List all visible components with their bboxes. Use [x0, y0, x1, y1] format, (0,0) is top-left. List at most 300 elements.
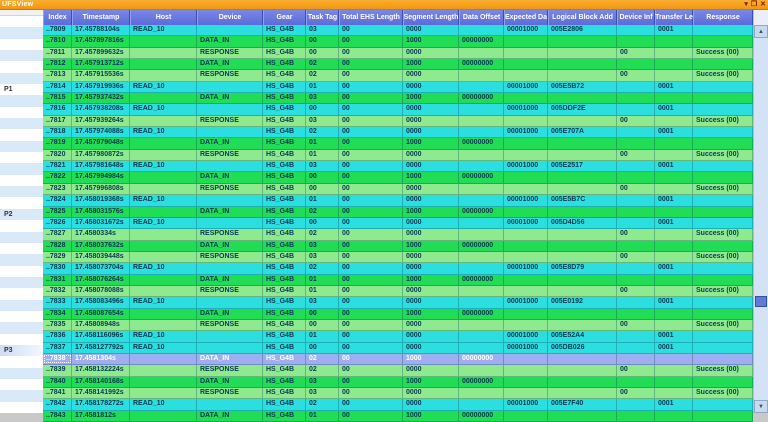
cell-total_ehs_length: 00: [339, 229, 403, 239]
cell-logical_block_address: 005E52A4: [548, 331, 617, 341]
column-header-gear[interactable]: Gear: [263, 10, 306, 25]
column-header-segment_length[interactable]: Segment Length: [403, 10, 459, 25]
cell-logical_block_address: [548, 365, 617, 375]
cell-gear: HS_G4B: [263, 343, 306, 353]
cell-task_tag: 00: [306, 218, 339, 228]
cell-device_inf: [617, 36, 655, 46]
table-row[interactable]: [43, 172, 753, 183]
cell-logical_block_address: [548, 70, 617, 80]
cell-total_ehs_length: 00: [339, 377, 403, 387]
gutter-row: [0, 129, 43, 140]
table-row[interactable]: [43, 93, 753, 104]
cell-device_inf: 00: [617, 116, 655, 126]
cell-device_inf: [617, 93, 655, 103]
cell-response: [693, 36, 753, 46]
cell-task_tag: 00: [306, 184, 339, 194]
cell-total_ehs_length: 00: [339, 161, 403, 171]
table-row[interactable]: [43, 48, 753, 59]
cell-timestamp: 17.4580334s: [72, 229, 130, 239]
cell-logical_block_address: 005DB026: [548, 343, 617, 353]
cell-logical_block_address: [548, 93, 617, 103]
cell-transfer_length: 0001: [655, 297, 693, 307]
window-body: [0, 10, 768, 419]
cell-index: ..7826: [43, 218, 72, 228]
cell-gear: HS_G4B: [263, 25, 306, 35]
table-row[interactable]: [43, 150, 753, 161]
column-header-host[interactable]: Host: [130, 10, 197, 25]
cell-device: RESPONSE: [197, 286, 263, 296]
cell-timestamp: 17.45788104s: [72, 25, 130, 35]
cell-expected_data_length: [504, 365, 548, 375]
cell-response: Success (00): [693, 184, 753, 194]
cell-segment_length: 0000: [403, 252, 459, 262]
table-row[interactable]: [43, 343, 753, 354]
table-row[interactable]: [43, 388, 753, 399]
gutter-row: [0, 390, 43, 401]
cell-response: [693, 241, 753, 251]
window-controls: [744, 1, 766, 9]
cell-device: RESPONSE: [197, 252, 263, 262]
table-row[interactable]: [43, 252, 753, 263]
gutter-row: [0, 163, 43, 174]
cell-host: READ_10: [130, 195, 197, 205]
cell-device_inf: [617, 297, 655, 307]
gutter-row: [0, 61, 43, 72]
cell-device_inf: 00: [617, 252, 655, 262]
table-row[interactable]: [43, 36, 753, 47]
cell-total_ehs_length: 00: [339, 388, 403, 398]
cell-response: [693, 195, 753, 205]
cell-response: [693, 25, 753, 35]
row-marker-p1[interactable]: P1: [0, 84, 43, 95]
gutter-row: [0, 27, 43, 38]
row-marker-p2[interactable]: P2: [0, 209, 43, 220]
cell-response: [693, 354, 753, 364]
cell-transfer_length: 0001: [655, 161, 693, 171]
cell-total_ehs_length: 00: [339, 207, 403, 217]
cell-host: READ_10: [130, 82, 197, 92]
cell-total_ehs_length: 00: [339, 82, 403, 92]
cell-expected_data_length: [504, 252, 548, 262]
cell-index: ..7841: [43, 388, 72, 398]
cell-data_offset: 00000000: [459, 207, 504, 217]
cell-transfer_length: [655, 286, 693, 296]
cell-task_tag: 02: [306, 127, 339, 137]
cell-task_tag: 00: [306, 172, 339, 182]
cell-transfer_length: [655, 388, 693, 398]
cell-device: DATA_IN: [197, 59, 263, 69]
cell-task_tag: 01: [306, 82, 339, 92]
gutter-row: [0, 300, 43, 311]
cell-device_inf: 00: [617, 229, 655, 239]
cell-device: [197, 399, 263, 409]
cell-segment_length: 1000: [403, 59, 459, 69]
gutter-row: [0, 288, 43, 299]
cell-total_ehs_length: 00: [339, 127, 403, 137]
cell-device: DATA_IN: [197, 354, 263, 364]
cell-host: [130, 36, 197, 46]
cell-data_offset: [459, 104, 504, 114]
table-row[interactable]: [43, 365, 753, 376]
cell-timestamp: 17.458037632s: [72, 241, 130, 251]
cell-host: [130, 184, 197, 194]
cell-data_offset: [459, 82, 504, 92]
cell-index: ..7829: [43, 252, 72, 262]
cell-expected_data_length: 00001000: [504, 343, 548, 353]
cell-task_tag: 03: [306, 161, 339, 171]
cell-task_tag: 03: [306, 93, 339, 103]
column-header-device[interactable]: Device: [197, 10, 263, 25]
gutter-row: [0, 95, 43, 106]
cell-response: Success (00): [693, 252, 753, 262]
cell-index: ..7810: [43, 36, 72, 46]
cell-timestamp: 17.458140168s: [72, 377, 130, 387]
cell-data_offset: [459, 365, 504, 375]
cell-response: Success (00): [693, 116, 753, 126]
table-row[interactable]: [43, 82, 753, 93]
table-row[interactable]: [43, 241, 753, 252]
cell-index: ..7839: [43, 365, 72, 375]
gutter-row: [0, 220, 43, 231]
table-row[interactable]: [43, 286, 753, 297]
scrollbar-header-spacer: [754, 10, 768, 25]
cell-logical_block_address: [548, 150, 617, 160]
cell-timestamp: 17.457939264s: [72, 116, 130, 126]
cell-total_ehs_length: 00: [339, 59, 403, 69]
cell-timestamp: 17.457919936s: [72, 82, 130, 92]
cell-gear: HS_G4B: [263, 36, 306, 46]
cell-data_offset: 00000000: [459, 36, 504, 46]
column-header-logical_block_address[interactable]: Logical Block Add: [548, 10, 617, 25]
cell-logical_block_address: [548, 229, 617, 239]
cell-device: DATA_IN: [197, 93, 263, 103]
cell-index: ..7825: [43, 207, 72, 217]
cell-response: Success (00): [693, 229, 753, 239]
table-header-row: [43, 10, 753, 25]
cell-expected_data_length: 00001000: [504, 218, 548, 228]
column-header-expected_data_length[interactable]: Expected Da: [504, 10, 548, 25]
table-row[interactable]: [43, 116, 753, 127]
cell-host: READ_10: [130, 399, 197, 409]
table-row[interactable]: [43, 320, 753, 331]
cell-segment_length: 1000: [403, 241, 459, 251]
cell-response: Success (00): [693, 150, 753, 160]
cell-logical_block_address: [548, 207, 617, 217]
cell-device: DATA_IN: [197, 309, 263, 319]
cell-timestamp: 17.458132224s: [72, 365, 130, 375]
cell-gear: HS_G4B: [263, 241, 306, 251]
cell-logical_block_address: 005E707A: [548, 127, 617, 137]
table-row[interactable]: [43, 127, 753, 138]
cell-logical_block_address: 005E2517: [548, 161, 617, 171]
table-row[interactable]: [43, 263, 753, 274]
cell-segment_length: 1000: [403, 275, 459, 285]
gutter-row: [0, 175, 43, 186]
cell-timestamp: 17.457981648s: [72, 161, 130, 171]
cell-segment_length: 0000: [403, 150, 459, 160]
cell-response: [693, 399, 753, 409]
cell-task_tag: 01: [306, 411, 339, 421]
cell-index: ..7816: [43, 104, 72, 114]
cell-device: [197, 195, 263, 205]
cell-expected_data_length: [504, 150, 548, 160]
cell-task_tag: 00: [306, 309, 339, 319]
cell-gear: HS_G4B: [263, 320, 306, 330]
cell-logical_block_address: [548, 184, 617, 194]
scrollbar-track[interactable]: [754, 38, 768, 400]
cell-task_tag: 00: [306, 48, 339, 58]
cell-index: ..7818: [43, 127, 72, 137]
cell-data_offset: [459, 263, 504, 273]
cell-gear: HS_G4B: [263, 184, 306, 194]
cell-transfer_length: [655, 138, 693, 148]
gutter-row: [0, 232, 43, 243]
cell-data_offset: 00000000: [459, 275, 504, 285]
cell-task_tag: 01: [306, 331, 339, 341]
cell-data_offset: 00000000: [459, 59, 504, 69]
cell-response: [693, 275, 753, 285]
cell-logical_block_address: 005E2806: [548, 25, 617, 35]
cell-transfer_length: [655, 48, 693, 58]
cell-index: ..7813: [43, 70, 72, 80]
cell-segment_length: 1000: [403, 354, 459, 364]
cell-segment_length: 0000: [403, 365, 459, 375]
table-row[interactable]: [43, 377, 753, 388]
cell-timestamp: 17.458083496s: [72, 297, 130, 307]
cell-host: [130, 70, 197, 80]
cell-device: [197, 331, 263, 341]
scrollbar-thumb[interactable]: [755, 296, 767, 307]
cell-device_inf: [617, 241, 655, 251]
cell-task_tag: 02: [306, 59, 339, 69]
table-row[interactable]: [43, 195, 753, 206]
gutter-row: [0, 107, 43, 118]
cell-gear: HS_G4B: [263, 138, 306, 148]
cell-gear: HS_G4B: [263, 275, 306, 285]
cell-response: Success (00): [693, 365, 753, 375]
cell-response: [693, 218, 753, 228]
cell-response: Success (00): [693, 286, 753, 296]
cell-index: ..7815: [43, 93, 72, 103]
cell-transfer_length: [655, 172, 693, 182]
gutter-row: [0, 277, 43, 288]
cell-data_offset: 00000000: [459, 93, 504, 103]
cell-timestamp: 17.457897816s: [72, 36, 130, 46]
cell-index: ..7831: [43, 275, 72, 285]
cell-gear: HS_G4B: [263, 82, 306, 92]
cell-device: [197, 343, 263, 353]
table-row[interactable]: [43, 275, 753, 286]
cell-segment_length: 1000: [403, 172, 459, 182]
cell-total_ehs_length: 00: [339, 172, 403, 182]
gutter-rows: [0, 16, 43, 413]
cell-gear: HS_G4B: [263, 127, 306, 137]
cell-timestamp: 17.457996808s: [72, 184, 130, 194]
table-row[interactable]: [43, 207, 753, 218]
cell-host: [130, 229, 197, 239]
cell-expected_data_length: 00001000: [504, 263, 548, 273]
column-header-response[interactable]: Response: [693, 10, 753, 25]
column-header-total_ehs_length[interactable]: Total EHS Length: [339, 10, 403, 25]
cell-segment_length: 0000: [403, 116, 459, 126]
cell-data_offset: 00000000: [459, 138, 504, 148]
cell-index: ..7822: [43, 172, 72, 182]
cell-index: ..7834: [43, 309, 72, 319]
cell-logical_block_address: [548, 241, 617, 251]
cell-host: [130, 116, 197, 126]
table-row[interactable]: [43, 411, 753, 422]
table-row[interactable]: [43, 59, 753, 70]
table-row[interactable]: [43, 354, 753, 365]
cell-expected_data_length: [504, 354, 548, 364]
cell-response: [693, 104, 753, 114]
cell-segment_length: 1000: [403, 309, 459, 319]
cell-host: [130, 59, 197, 69]
column-header-task_tag[interactable]: Task Tag: [306, 10, 339, 25]
cell-expected_data_length: 00001000: [504, 331, 548, 341]
cell-segment_length: 1000: [403, 411, 459, 421]
table-row[interactable]: [43, 309, 753, 320]
table-row[interactable]: [43, 184, 753, 195]
gutter-row: [0, 311, 43, 322]
cell-response: Success (00): [693, 70, 753, 80]
cell-timestamp: 17.458039448s: [72, 252, 130, 262]
cell-total_ehs_length: 00: [339, 241, 403, 251]
column-header-data_offset[interactable]: Data Offset: [459, 10, 504, 25]
cell-device_inf: [617, 399, 655, 409]
cell-device: DATA_IN: [197, 411, 263, 421]
cell-logical_block_address: [548, 286, 617, 296]
close-icon[interactable]: ✕: [760, 0, 766, 8]
cell-timestamp: 17.458127792s: [72, 343, 130, 353]
restore-icon[interactable]: ❐: [750, 0, 758, 8]
cell-host: [130, 207, 197, 217]
cell-task_tag: 00: [306, 320, 339, 330]
cell-response: [693, 309, 753, 319]
cell-expected_data_length: 00001000: [504, 297, 548, 307]
table-row[interactable]: [43, 70, 753, 81]
cell-device: RESPONSE: [197, 70, 263, 80]
cell-gear: HS_G4B: [263, 93, 306, 103]
table-row[interactable]: [43, 331, 753, 342]
gutter-row: [0, 243, 43, 254]
table-row[interactable]: [43, 229, 753, 240]
cell-task_tag: 01: [306, 195, 339, 205]
table-row[interactable]: [43, 25, 753, 36]
cell-expected_data_length: 00001000: [504, 195, 548, 205]
cell-host: [130, 411, 197, 421]
cell-host: READ_10: [130, 297, 197, 307]
cell-timestamp: 17.458073704s: [72, 263, 130, 273]
table-row[interactable]: [43, 399, 753, 410]
scrollbar-up-button[interactable]: ▲: [754, 25, 768, 38]
gutter-row: [0, 39, 43, 50]
cell-host: READ_10: [130, 263, 197, 273]
cell-expected_data_length: [504, 411, 548, 421]
cell-data_offset: [459, 320, 504, 330]
table-row[interactable]: [43, 161, 753, 172]
cell-host: [130, 172, 197, 182]
cell-device_inf: [617, 309, 655, 319]
cell-timestamp: 17.458078088s: [72, 286, 130, 296]
cell-timestamp: 17.458031576s: [72, 207, 130, 217]
cell-device_inf: [617, 218, 655, 228]
cell-response: [693, 93, 753, 103]
cell-host: READ_10: [130, 161, 197, 171]
cell-segment_length: 1000: [403, 93, 459, 103]
cell-transfer_length: [655, 70, 693, 80]
cell-timestamp: 17.458178272s: [72, 399, 130, 409]
cell-gear: HS_G4B: [263, 59, 306, 69]
cell-total_ehs_length: 00: [339, 138, 403, 148]
cell-transfer_length: [655, 93, 693, 103]
cell-gear: HS_G4B: [263, 207, 306, 217]
gutter-row: [0, 16, 43, 27]
cell-device_inf: [617, 331, 655, 341]
cell-segment_length: 0000: [403, 331, 459, 341]
row-marker-p3[interactable]: P3: [0, 345, 43, 356]
cell-timestamp: 17.457915536s: [72, 70, 130, 80]
cell-response: [693, 331, 753, 341]
cell-device_inf: 00: [617, 365, 655, 375]
cell-transfer_length: [655, 36, 693, 46]
table-row[interactable]: [43, 104, 753, 115]
cell-host: [130, 241, 197, 251]
cell-gear: HS_G4B: [263, 229, 306, 239]
cell-gear: HS_G4B: [263, 150, 306, 160]
table-row[interactable]: [43, 138, 753, 149]
cell-logical_block_address: [548, 388, 617, 398]
scrollbar-down-button[interactable]: ▼: [754, 400, 768, 413]
cell-timestamp: 17.458116096s: [72, 331, 130, 341]
cell-total_ehs_length: 00: [339, 104, 403, 114]
column-header-device_inf[interactable]: Device Inf: [617, 10, 655, 25]
cell-transfer_length: [655, 229, 693, 239]
vertical-scrollbar[interactable]: [753, 10, 768, 413]
cell-device: [197, 25, 263, 35]
cell-total_ehs_length: 00: [339, 263, 403, 273]
column-header-transfer_length[interactable]: Transfer Le: [655, 10, 693, 25]
cell-transfer_length: [655, 150, 693, 160]
cell-gear: HS_G4B: [263, 388, 306, 398]
cell-response: [693, 127, 753, 137]
cell-device_inf: 00: [617, 286, 655, 296]
cell-device_inf: [617, 343, 655, 353]
cell-total_ehs_length: 00: [339, 184, 403, 194]
cell-host: READ_10: [130, 25, 197, 35]
cell-device_inf: 00: [617, 70, 655, 80]
cell-logical_block_address: [548, 36, 617, 46]
cell-transfer_length: 0001: [655, 263, 693, 273]
column-header-index[interactable]: Index: [43, 10, 72, 25]
cell-task_tag: 03: [306, 25, 339, 35]
column-header-timestamp[interactable]: Timestamp: [72, 10, 130, 25]
cell-host: [130, 388, 197, 398]
cell-index: ..7812: [43, 59, 72, 69]
minimize-icon[interactable]: ▾: [744, 0, 748, 8]
cell-transfer_length: [655, 365, 693, 375]
cell-segment_length: 1000: [403, 377, 459, 387]
cell-data_offset: [459, 343, 504, 353]
table-row[interactable]: [43, 297, 753, 308]
cell-device_inf: [617, 275, 655, 285]
cell-expected_data_length: [504, 309, 548, 319]
cell-data_offset: 00000000: [459, 411, 504, 421]
cell-logical_block_address: 005E0192: [548, 297, 617, 307]
gutter-row: [0, 379, 43, 390]
table-row[interactable]: [43, 218, 753, 229]
cell-data_offset: [459, 184, 504, 194]
